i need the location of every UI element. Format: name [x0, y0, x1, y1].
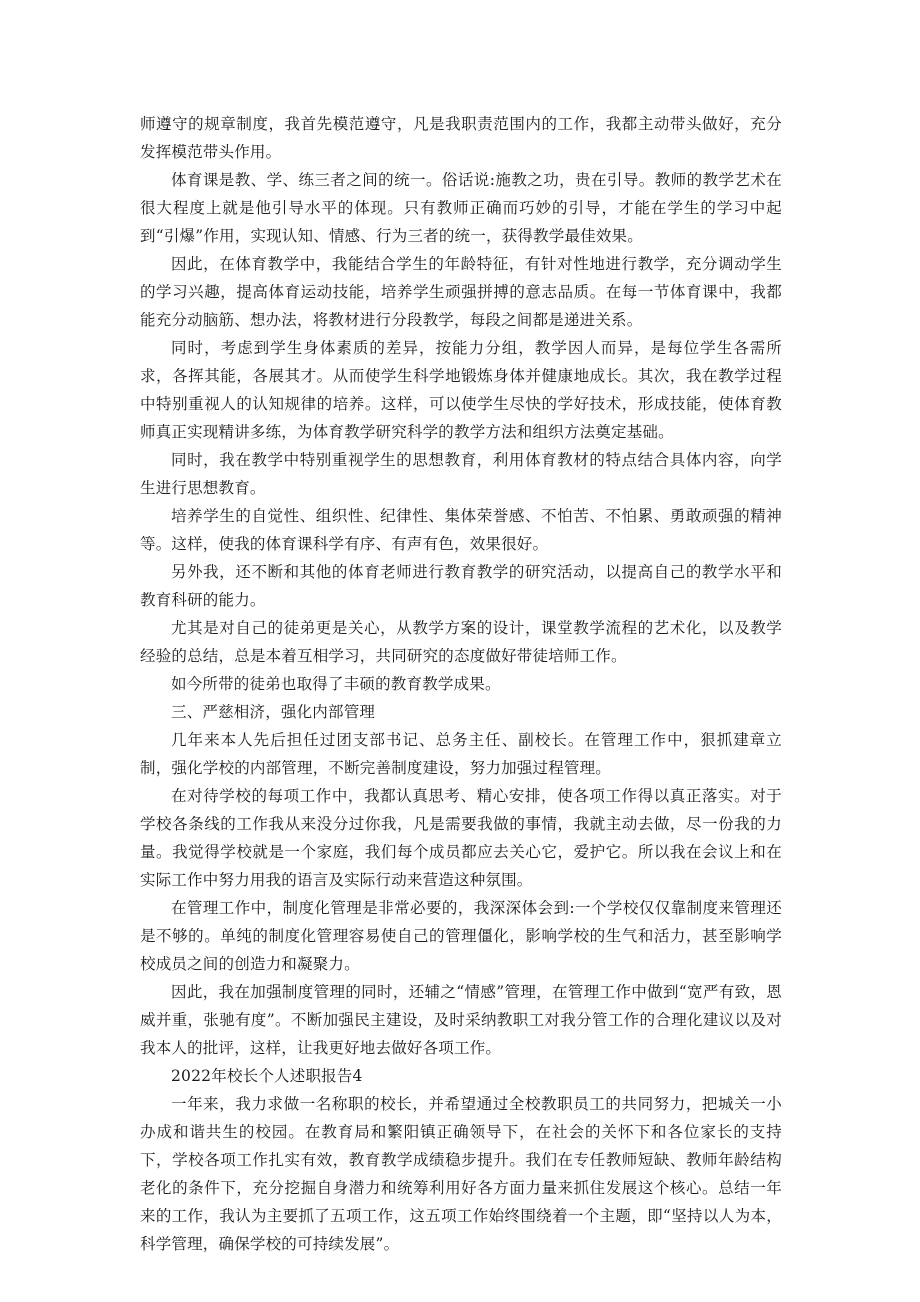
paragraph-9: 如今所带的徒弟也取得了丰硕的教育教学成果。 — [171, 675, 501, 693]
paragraph-13: 在管理工作中，制度化管理是非常必要的，我深深体会到:一个学校仅仅靠制度来管理还是不够的。单纯的制度化管理容易使自己的管理僵化，影响学校的生气和活力，甚至影响学校成员之间的创造力和凝聚力。 — [140, 899, 782, 973]
section-heading: 三、严慈相济，强化内部管理 — [171, 703, 376, 721]
paragraph-12: 在对待学校的每项工作中，我都认真思考、精心安排，使各项工作得以真正落实。对于学校各条线的工作我从来没分过你我，凡是需要我做的事情，我就主动去做，尽一份我的力量。我觉得学校就是一个家庭，我们每个成员都应去关心它，爱护它。所以我在会议上和在实际工作中努力用我的语言及实际行动来营造这种氛围。 — [140, 787, 782, 889]
paragraph-2: 体育课是教、学、练三者之间的统一。俗话说:施教之功，贵在引导。教师的教学艺术在很大程度上就是他引导水平的体现。只有教师正确而巧妙的引导，才能在学生的学习中起到“引爆”作用，实现认知、情感、行为三者的统一，获得教学最佳效果。 — [140, 171, 782, 245]
paragraph-3: 因此，在体育教学中，我能结合学生的年龄特征，有针对性地进行教学，充分调动学生的学习兴趣，提高体育运动技能，培养学生顽强拼搏的意志品质。在每一节体育课中，我都能充分动脑筋、想办法，将教材进行分段教学，每段之间都是递进关系。 — [140, 255, 782, 329]
paragraph-11: 几年来本人先后担任过团支部书记、总务主任、副校长。在管理工作中，狠抓建章立制，强化学校的内部管理，不断完善制度建设，努力加强过程管理。 — [140, 731, 782, 777]
document-body — [140, 110, 782, 1258]
paragraph-8: 尤其是对自己的徒弟更是关心，从教学方案的设计，课堂教学流程的艺术化，以及教学经验的总结，总是本着互相学习，共同研究的态度做好带徒培师工作。 — [140, 619, 782, 665]
paragraph-5: 同时，我在教学中特别重视学生的思想教育，利用体育教材的特点结合具体内容，向学生进行思想教育。 — [140, 451, 782, 497]
paragraph-1: 师遵守的规章制度，我首先模范遵守，凡是我职责范围内的工作，我都主动带头做好，充分发挥模范带头作用。 — [140, 115, 782, 161]
paragraph-7: 另外我，还不断和其他的体育老师进行教育教学的研究活动，以提高自己的教学水平和教育科研的能力。 — [140, 563, 782, 609]
paragraph-6: 培养学生的自觉性、组织性、纪律性、集体荣誉感、不怕苦、不怕累、勇敢顽强的精神等。这样，使我的体育课科学有序、有声有色，效果很好。 — [140, 507, 782, 553]
paragraph-14: 因此，我在加强制度管理的同时，还辅之“情感”管理，在管理工作中做到“宽严有致，恩威并重，张驰有度”。不断加强民主建设，及时采纳教职工对我分管工作的合理化建议以及对我本人的批评，这样，让我更好地去做好各项工作。 — [140, 983, 782, 1057]
report-title: 2022年校长个人述职报告4 — [171, 1067, 363, 1085]
paragraph-16: 一年来，我力求做一名称职的校长，并希望通过全校教职员工的共同努力，把城关一小办成和谐共生的校园。在教育局和繁阳镇正确领导下，在社会的关怀下和各位家长的支持下，学校各项工作扎实有效，教育教学成绩稳步提升。我们在专任教师短缺、教师年龄结构老化的条件下，充分挖掘自身潜力和统筹利用好各方面力量来抓住发展这个核心。总结一年来的工作，我认为主要抓了五项工作，这五项工作始终围绕着一个主题，即“坚持以人为本，科学管理，确保学校的可持续发展”。 — [140, 1095, 782, 1253]
paragraph-4: 同时，考虑到学生身体素质的差异，按能力分组，教学因人而异，是每位学生各需所求，各挥其能，各展其才。从而使学生科学地锻炼身体并健康地成长。其次，我在教学过程中特别重视人的认知规律的培养。这样，可以使学生尽快的学好技术，形成技能，使体育教师真正实现精讲多练，为体育教学研究科学的教学方法和组织方法奠定基础。 — [140, 339, 782, 441]
